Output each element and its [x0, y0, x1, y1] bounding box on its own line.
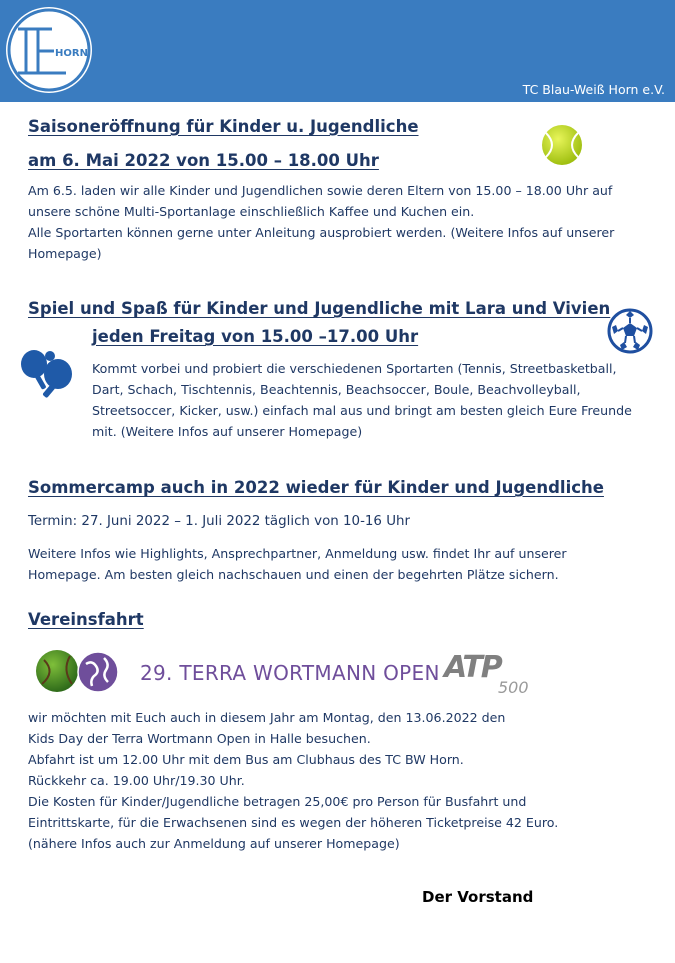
tennis-ball-icon: [540, 123, 584, 167]
section4-line: Abfahrt ist um 12.00 Uhr mit dem Bus am Clubhaus des TC BW Horn.: [28, 752, 464, 767]
section2-line: Kommt vorbei und probiert die verschiedenen Sportarten (Tennis, Streetbasketball,: [92, 361, 617, 376]
section2-line: Streetsoccer, Kicker, usw.) einfach mal aus und bringt am besten gleich Eure Freunde: [92, 403, 632, 418]
signature: Der Vorstand: [422, 888, 534, 906]
section2-title: Spiel und Spaß für Kinder und Jugendliche mit Lara und Vivien: [28, 299, 611, 318]
grass-ball-icon: [34, 648, 80, 694]
section4-title: Vereinsfahrt: [28, 610, 144, 629]
section3-body: [28, 543, 648, 585]
header-banner: [0, 0, 675, 102]
section3-line: Weitere Infos wie Highlights, Ansprechpartner, Anmeldung usw. findet Ihr auf unserer: [28, 546, 567, 561]
section2-subtitle: jeden Freitag von 15.00 –17.00 Uhr: [92, 327, 419, 346]
club-name: TC Blau-Weiß Horn e.V.: [522, 82, 665, 97]
section4-line: (nähere Infos auch zur Anmeldung auf unserer Homepage): [28, 836, 400, 851]
section3-line: Homepage. Am besten gleich nachschauen und einen der begehrten Plätze sichern.: [28, 567, 559, 582]
section2-line: mit. (Weitere Infos auf unserer Homepage): [92, 424, 363, 439]
section1-date: am 6. Mai 2022 von 15.00 – 18.00 Uhr: [28, 151, 379, 170]
banner-text: 29. TERRA WORTMANN OPEN: [140, 661, 440, 685]
section4-body: [28, 707, 648, 854]
section1-line: Homepage): [28, 246, 102, 261]
section1-line: Alle Sportarten können gerne unter Anleitung ausprobiert werden. (Weitere Infos auf unserer: [28, 225, 615, 240]
section3-title: Sommercamp auch in 2022 wieder für Kinder und Jugendliche: [28, 478, 604, 497]
globe-icon: [76, 650, 120, 694]
section4-line: Eintrittskarte, für die Erwachsenen sind es wegen der höheren Ticketpreise 42 Euro.: [28, 815, 559, 830]
section4-line: Rückkehr ca. 19.00 Uhr/19.30 Uhr.: [28, 773, 245, 788]
section4-line: Kids Day der Terra Wortmann Open in Halle besuchen.: [28, 731, 371, 746]
section3-termin: [28, 511, 648, 532]
section3-termin-text: Termin: 27. Juni 2022 – 1. Juli 2022 täglich von 10-16 Uhr: [28, 514, 410, 529]
section2-line: Dart, Schach, Tischtennis, Beachtennis, Beachsoccer, Boule, Beachvolleyball,: [92, 382, 581, 397]
section4-line: wir möchten mit Euch auch in diesem Jahr am Montag, den 13.06.2022 den: [28, 710, 506, 725]
atp-number: 500: [498, 678, 529, 697]
logo-text: HORN: [55, 48, 88, 59]
section1-line: unsere schöne Multi-Sportanlage einschließlich Kaffee und Kuchen ein.: [28, 204, 475, 219]
section1-body: [28, 180, 648, 264]
soccer-ball-icon: [606, 307, 654, 355]
tournament-banner: [34, 644, 544, 700]
section1-line: Am 6.5. laden wir alle Kinder und Jugendlichen sowie deren Eltern von 15.00 – 18.00 Uhr auf: [28, 183, 613, 198]
club-logo-icon: [6, 7, 92, 93]
section1-title: Saisoneröffnung für Kinder u. Jugendliche: [28, 117, 419, 136]
paddle-rackets-icon: [18, 348, 76, 398]
atp-text: ATP: [444, 650, 501, 685]
section4-line: Die Kosten für Kinder/Jugendliche betragen 25,00€ pro Person für Busfahrt und: [28, 794, 527, 809]
section2-body: [92, 358, 652, 442]
